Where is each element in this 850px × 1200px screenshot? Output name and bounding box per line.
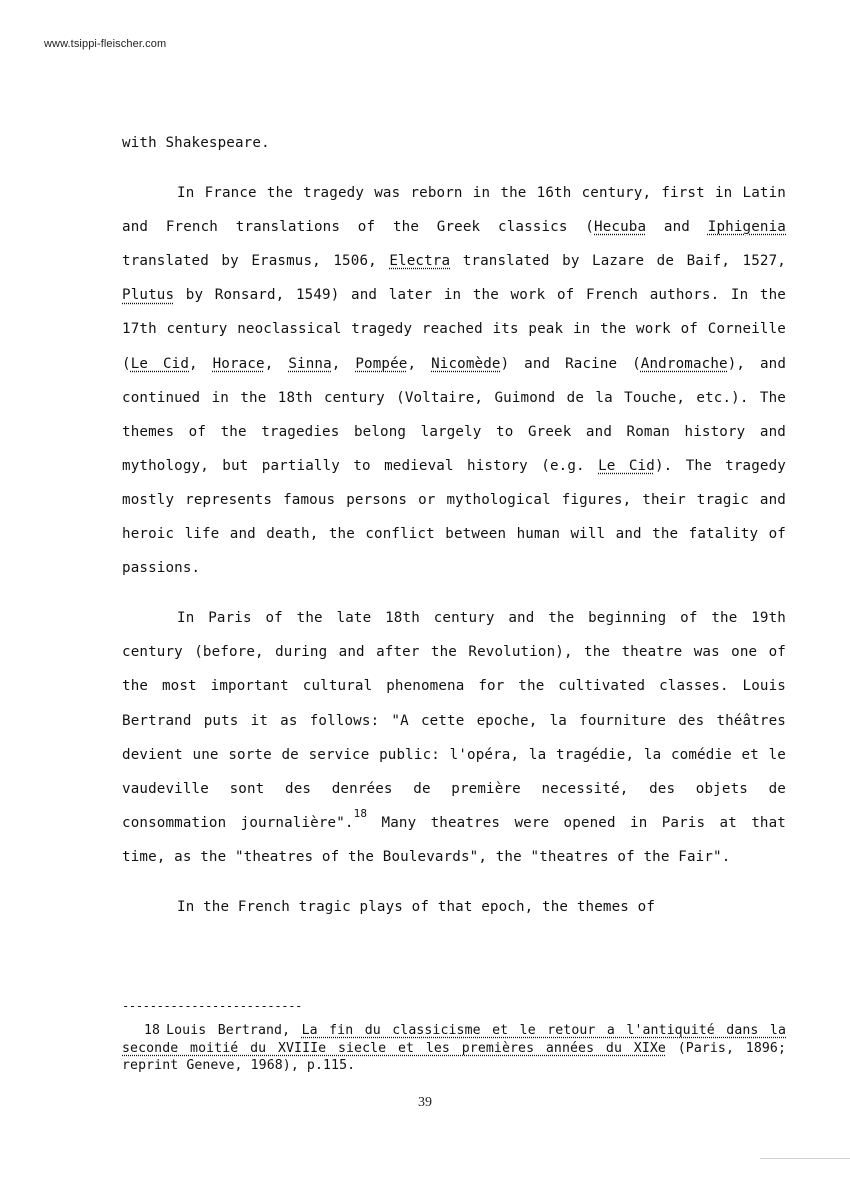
text-run: In France the tragedy was reborn in the 16th century, first in Latin and French translations of the Greek classics ( xyxy=(122,185,786,236)
footnote xyxy=(122,1022,786,1075)
text-run: In Paris of the late 18th century and the beginning of the 19th century (before, during and after the Revolution), the theatre was one of the most important cultural phenomena for the cultivated classes. Louis Bertrand puts it as follows: "A cette epoche, la fourniture des théâtres devient une sorte de service public: l'opéra, la tragédie, la comédie et le vaudeville sont des denrées de première necessité, des objets de consommation journalière". xyxy=(122,610,786,831)
footnote-number: 18 xyxy=(144,1023,161,1038)
text-run: ). The tragedy mostly represents famous persons or mythological figures, their tragic and heroic life and death, the conflict between human will and the fatality of passions. xyxy=(122,457,786,577)
text-run: , xyxy=(407,355,432,372)
paragraph-3 xyxy=(122,601,786,874)
text-run: and xyxy=(646,219,708,236)
title-le-cid: Le Cid xyxy=(130,355,190,372)
page-number: 39 xyxy=(418,1095,432,1110)
footnote-rule: -------------------------- xyxy=(122,999,303,1013)
paragraph-gap xyxy=(122,585,786,601)
text-run: ) and Racine ( xyxy=(500,355,641,372)
title-le-cid-2: Le Cid xyxy=(598,457,655,474)
title-nicomede: Nicomède xyxy=(431,355,501,372)
title-horace: Horace xyxy=(212,355,265,372)
paragraph-gap xyxy=(122,160,786,176)
title-hecuba: Hecuba xyxy=(594,219,647,236)
site-url: www.tsippi-fleischer.com xyxy=(44,38,167,50)
text-run: , xyxy=(189,355,213,372)
title-iphigenia: Iphigenia xyxy=(707,219,786,236)
footnote-author: Louis Bertrand, xyxy=(166,1023,302,1038)
text-run: translated by Lazare de Baif, 1527, xyxy=(450,253,786,270)
title-plutus: Plutus xyxy=(122,287,175,304)
footnote-reference: 18 xyxy=(353,806,368,820)
footnote-title: La fin du classicisme et le retour a l'antiquité dans la seconde moitié du XVIIIe siecle et les premières années du XIXe xyxy=(122,1023,786,1056)
paragraph-2 xyxy=(122,176,786,585)
footnote-citation: (Paris, 1896; reprint Geneve, 1968), p.115. xyxy=(122,1040,786,1073)
title-pompee: Pompée xyxy=(355,355,408,372)
text-run: Many theatres were opened in Paris at that time, as the "theatres of the Boulevards", the "theatres of the Fair". xyxy=(122,814,786,865)
paragraph-4: In the French tragic plays of that epoch, the themes of xyxy=(177,898,656,915)
text-run: translated by Erasmus, 1506, xyxy=(122,253,390,270)
text-run: ), and continued in the 18th century (Voltaire, Guimond de la Touche, etc.). The themes of the tragedies belong largely to Greek and Roman history and mythology, but partially to medieval history (e.g. xyxy=(122,355,787,474)
title-sinna: Sinna xyxy=(288,355,332,372)
title-electra: Electra xyxy=(389,253,451,270)
paragraph-gap xyxy=(122,874,786,890)
title-andromache: Andromache xyxy=(640,355,728,372)
text-run: by Ronsard, 1549) and later in the work of French authors. In the 17th century neoclassical tragedy reached its peak in the work of Corneille ( xyxy=(122,287,786,372)
text-run: , xyxy=(331,355,356,372)
paragraph-1: with Shakespeare. xyxy=(122,135,270,151)
text-run: , xyxy=(264,355,289,372)
main-text xyxy=(122,126,786,924)
scan-artifact-line xyxy=(760,1158,850,1159)
